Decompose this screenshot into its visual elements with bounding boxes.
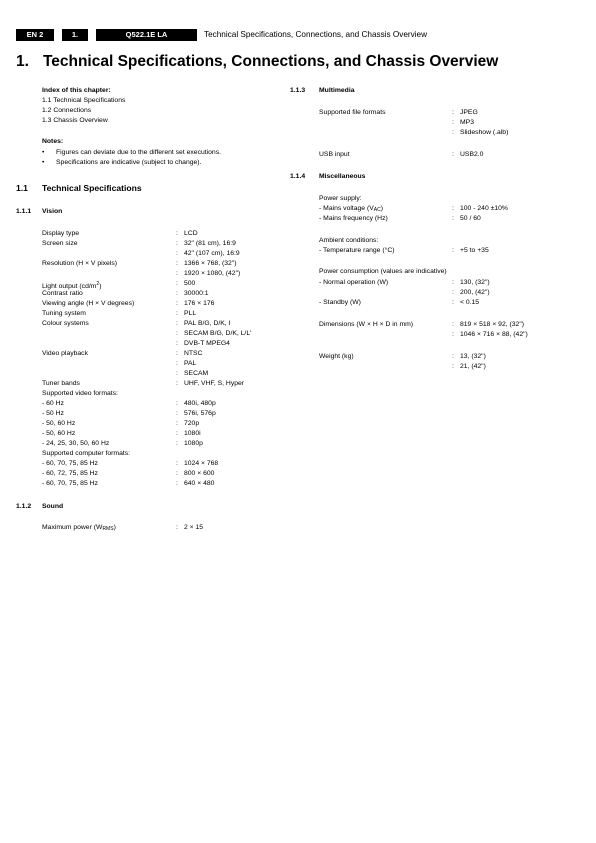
subsection-title: Multimedia — [319, 87, 355, 94]
spec-separator: : — [452, 363, 454, 370]
spec-label: - Standby (W) — [319, 299, 361, 306]
spec-label: - 60, 70, 75, 85 Hz — [42, 480, 98, 487]
spec-separator: : — [452, 247, 454, 254]
index-item: 1.2 Connections — [42, 107, 92, 114]
spec-separator: : — [452, 205, 454, 212]
index-heading: Index of this chapter: — [42, 87, 111, 94]
spec-value: UHF, VHF, S, Hyper — [184, 380, 245, 387]
spec-value: JPEG — [460, 109, 478, 116]
spec-value: 1366 × 768, (32") — [184, 260, 237, 267]
chapter-title-text: Technical Specifications, Connections, and Chassis Overview — [42, 53, 499, 70]
spec-separator: : — [176, 430, 178, 437]
chapter-number: 1. — [16, 53, 29, 70]
spec-separator: : — [176, 330, 178, 337]
spec-label: Supported file formats — [319, 109, 386, 116]
spec-separator: : — [452, 299, 454, 306]
spec-separator: : — [176, 270, 178, 277]
spec-separator: : — [452, 119, 454, 126]
spec-label: Colour systems — [42, 320, 89, 327]
spec-label: - 60, 72, 75, 85 Hz — [42, 470, 98, 477]
spec-label: Tuner bands — [42, 380, 80, 387]
spec-value: 576i, 576p — [184, 410, 216, 417]
spec-value: DVB-T MPEG4 — [184, 340, 230, 347]
spec-separator: : — [452, 279, 454, 286]
subsection-title: Miscellaneous — [319, 173, 366, 180]
chapter-title — [16, 53, 498, 71]
spec-separator: : — [176, 310, 178, 317]
spec-label: Weight (kg) — [319, 353, 354, 360]
spec-value: 640 × 480 — [184, 480, 215, 487]
spec-value: 21, (42") — [460, 363, 486, 370]
spec-separator: : — [176, 240, 178, 247]
section-number: 1.1 — [16, 183, 28, 193]
spec-label: Contrast ratio — [42, 290, 83, 297]
spec-value: 32" (81 cm), 16:9 — [184, 240, 236, 247]
subsection-number: 1.1.2 — [16, 503, 32, 510]
spec-separator: : — [176, 350, 178, 357]
spec-label: Resolution (H × V pixels) — [42, 260, 117, 267]
spec-separator: : — [176, 470, 178, 477]
spec-separator: : — [176, 260, 178, 267]
spec-value: 50 / 60 — [460, 215, 481, 222]
spec-value: 720p — [184, 420, 200, 427]
spec-value: SECAM — [184, 370, 209, 377]
spec-value: 500 — [184, 280, 196, 287]
spec-label: Supported video formats: — [42, 390, 118, 397]
spec-separator: : — [176, 230, 178, 237]
index-item: 1.3 Chassis Overview — [42, 117, 108, 124]
spec-separator: : — [176, 370, 178, 377]
spec-value: 2 × 15 — [184, 524, 204, 531]
spec-separator: : — [176, 460, 178, 467]
spec-value: 1080p — [184, 440, 203, 447]
spec-value: 480i, 480p — [184, 400, 216, 407]
notes-heading: Notes: — [42, 138, 64, 145]
spec-value: < 0.15 — [460, 299, 480, 306]
consumption-heading: Power consumption (values are indicative) — [319, 268, 447, 275]
spec-label: Maximum power $(W_{RMS})$ — [42, 524, 116, 532]
spec-separator: : — [452, 109, 454, 116]
spec-label: - 60, 70, 75, 85 Hz — [42, 460, 98, 467]
subsection-number: 1.1.4 — [290, 173, 306, 180]
spec-separator: : — [176, 340, 178, 347]
subsection-number: 1.1.1 — [16, 208, 32, 215]
spec-value: LCD — [184, 230, 198, 237]
section-title: Technical Specifications — [42, 183, 142, 193]
spec-label: Supported computer formats: — [42, 450, 131, 457]
power-supply-heading: Power supply: — [319, 195, 362, 202]
spec-value: 13, (32") — [460, 353, 486, 360]
spec-value: USB2.0 — [460, 151, 484, 158]
spec-separator: : — [452, 129, 454, 136]
spec-separator: : — [452, 353, 454, 360]
spec-label: - 50 Hz — [42, 410, 64, 417]
spec-label: Dimensions (W × H × D in mm) — [319, 321, 414, 328]
spec-label: Screen size — [42, 240, 78, 247]
spec-value: 1024 × 768 — [184, 460, 219, 467]
subsection-number: 1.1.3 — [290, 87, 306, 94]
header-running-title: Technical Specifications, Connections, and Chassis Overview — [204, 30, 427, 39]
spec-value: 100 - 240 ±10% — [460, 205, 508, 212]
spec-separator: : — [176, 380, 178, 387]
header-model-badge: Q522.1E LA — [96, 29, 197, 41]
spec-label: Light output $(cd/m^2)$ — [42, 281, 102, 290]
spec-value: 800 × 600 — [184, 470, 215, 477]
spec-value: 1080i — [184, 430, 201, 437]
spec-value: 819 × 518 × 92, (32") — [460, 321, 525, 328]
spec-separator: : — [452, 151, 454, 158]
header-lang-badge: EN 2 — [16, 29, 54, 41]
spec-value: 30000:1 — [184, 290, 209, 297]
spec-label: Display type — [42, 230, 80, 237]
spec-separator: : — [176, 524, 178, 531]
spec-label: - 50, 60 Hz — [42, 430, 76, 437]
spec-separator: : — [176, 290, 178, 297]
spec-value: 130, (32") — [460, 279, 490, 286]
spec-label: - Mains voltage $(V_{AC})$ — [319, 205, 383, 213]
note-item: • Figures can deviate due to the different set executions. — [56, 148, 221, 158]
spec-label: - 60 Hz — [42, 400, 64, 407]
spec-value: 1046 × 716 × 88, (42") — [460, 331, 528, 338]
spec-separator: : — [176, 300, 178, 307]
spec-label: - Mains frequency (Hz) — [319, 215, 388, 222]
spec-value: PAL — [184, 360, 197, 367]
index-item: 1.1 Technical Specifications — [42, 97, 126, 104]
spec-separator: : — [452, 321, 454, 328]
spec-separator: : — [452, 289, 454, 296]
spec-separator: : — [176, 250, 178, 257]
spec-label: - Normal operation (W) — [319, 279, 389, 286]
spec-separator: : — [176, 420, 178, 427]
spec-value: PAL B/G, D/K, I — [184, 320, 231, 327]
spec-label: - 50, 60 Hz — [42, 420, 76, 427]
spec-label: Viewing angle (H × V degrees) — [42, 300, 135, 307]
spec-separator: : — [176, 410, 178, 417]
spec-label: Tuning system — [42, 310, 86, 317]
spec-value: 1920 × 1080, (42") — [184, 270, 241, 277]
subsection-title: Sound — [42, 503, 64, 510]
spec-separator: : — [176, 480, 178, 487]
spec-label: Video playback — [42, 350, 88, 357]
spec-value: 42" (107 cm), 16:9 — [184, 250, 240, 257]
spec-separator: : — [176, 320, 178, 327]
spec-label: USB input — [319, 151, 350, 158]
spec-label: - Temperature range (°C) — [319, 247, 395, 254]
spec-separator: : — [452, 215, 454, 222]
spec-separator: : — [176, 360, 178, 367]
spec-separator: : — [176, 440, 178, 447]
spec-value: 200, (42") — [460, 289, 490, 296]
note-item: • Specifications are indicative (subject to change). — [56, 158, 201, 168]
spec-value: Slideshow (.alb) — [460, 129, 509, 136]
spec-separator: : — [176, 280, 178, 287]
spec-value: PLL — [184, 310, 197, 317]
spec-separator: : — [176, 400, 178, 407]
spec-value: 176 × 176 — [184, 300, 215, 307]
ambient-heading: Ambient conditions: — [319, 237, 379, 244]
spec-label: - 24, 25, 30, 50, 60 Hz — [42, 440, 110, 447]
subsection-title: Vision — [42, 208, 63, 215]
spec-value: NTSC — [184, 350, 203, 357]
spec-value: SECAM B/G, D/K, L/L' — [184, 330, 252, 337]
spec-separator: : — [452, 331, 454, 338]
header-chapter-badge: 1. — [62, 29, 88, 41]
spec-value: MP3 — [460, 119, 474, 126]
spec-value: +5 to +35 — [460, 247, 489, 254]
